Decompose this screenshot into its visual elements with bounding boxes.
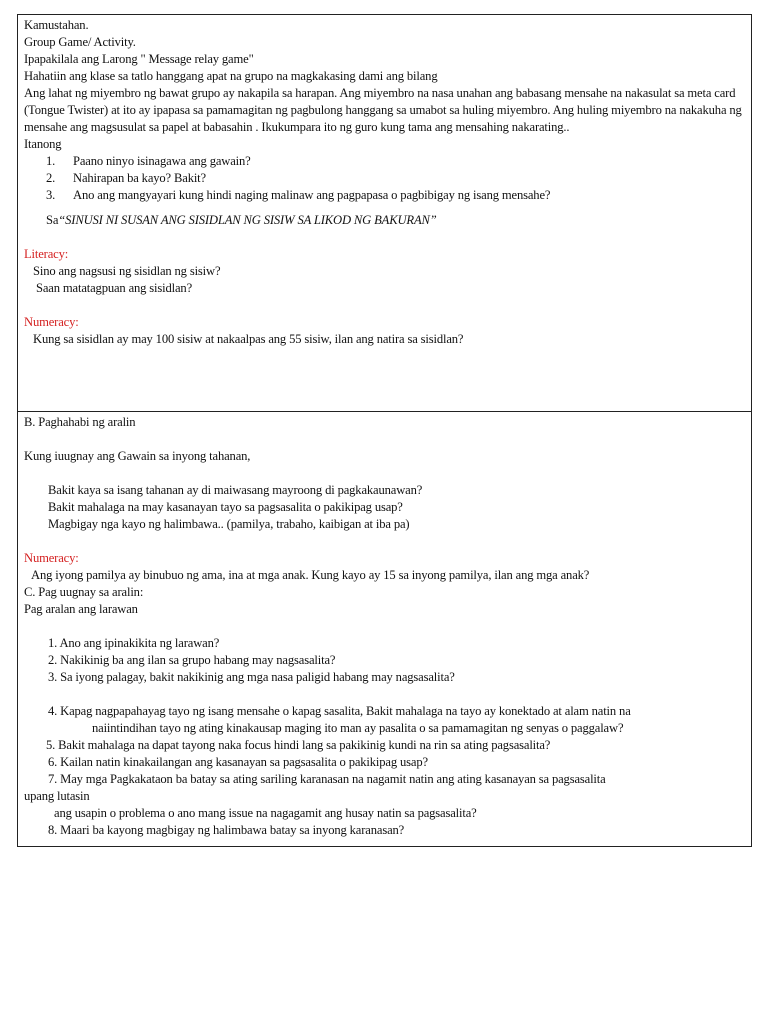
question-text: Paano ninyo isinagawa ang gawain? — [73, 154, 251, 168]
group-game-line: Group Game/ Activity. — [24, 35, 136, 49]
section-b-question: Magbigay nga kayo ng halimbawa.. (pamilya, trabaho, kaibigan at iba pa) — [48, 517, 410, 531]
section-b-question: Bakit mahalaga na may kasanayan tayo sa pagsasalita o pakikipag usap? — [48, 500, 403, 514]
section-c-question-cont: upang lutasin — [24, 789, 90, 803]
section-c-question-cont: ang usapin o problema o ano mang issue na nagagamit ang husay natin sa pagsasalita? — [54, 806, 477, 820]
section-c-question: 4. Kapag nagpapahayag tayo ng isang mensahe o kapag sasalita, Bakit mahalaga na tayo ay konektado at alam natin na — [48, 704, 631, 718]
literacy-question-2: Saan matatagpuan ang sisidlan? — [36, 281, 193, 295]
kamustahan-line: Kamustahan. — [24, 18, 89, 32]
lesson-plan-table — [17, 14, 752, 847]
question-number: 3. — [46, 188, 56, 202]
section-b-question: Bakit kaya sa isang tahanan ay di maiwasang mayroong di pagkakaunawan? — [48, 483, 423, 497]
tongue-twister-line — [24, 212, 745, 229]
question-item — [24, 187, 745, 204]
instructions-paragraph: Ang lahat ng miyembro ng bawat grupo ay nakapila sa harapan. Ang miyembro na nasa unahan ang babasang mensahe na nakasulat sa meta card (Tongue Twister) at ito ay ipapasa sa pamamagitan ng pagbulong hanggang sa umabot sa huling miyembro. Ang huling miyembro na nakakuha ng mensahe ang magsusulat sa papel at babasahin . Ikukumpara ito ng guro kung tama ang mensahing nakarating.. — [24, 86, 742, 134]
literacy-heading: Literacy: — [24, 247, 69, 261]
tongue-twister-text: “SINUSI NI SUSAN ANG SISIDLAN NG SISIW SA LIKOD NG BAKURAN” — [58, 213, 437, 227]
section-c-question: 2. Nakikinig ba ang ilan sa grupo habang may nagsasalita? — [48, 653, 336, 667]
activity-cell — [18, 15, 751, 412]
literacy-question-1: Sino ang nagsusi ng sisidlan ng sisiw? — [33, 264, 221, 278]
section-c-question: 7. May mga Pagkakataon ba batay sa ating sariling karanasan na nagamit natin ang ating kasanayan sa pagsasalita — [48, 772, 606, 786]
section-c-question: 5. Bakit mahalaga na dapat tayong naka focus hindi lang sa pakikinig kundi na rin sa ating pagsasalita? — [46, 738, 551, 752]
question-number: 2. — [46, 171, 56, 185]
section-c-question-cont: naiintindihan tayo ng ating kinakausap maging ito man ay pasalita o sa pamamagitan ng senyas o paggalaw? — [92, 721, 624, 735]
numeracy-heading: Numeracy: — [24, 315, 79, 329]
numeracy-question: Kung sa sisidlan ay may 100 sisiw at nakaalpas ang 55 sisiw, ilan ang natira sa sisidlan? — [33, 332, 464, 346]
lesson-cell — [18, 412, 751, 846]
section-c-question: 8. Maari ba kayong magbigay ng halimbawa batay sa inyong karanasan? — [48, 823, 405, 837]
section-b-intro: Kung iuugnay ang Gawain sa inyong tahanan, — [24, 449, 251, 463]
numeracy-question-2: Ang iyong pamilya ay binubuo ng ama, ina at mga anak. Kung kayo ay 15 sa inyong pamilya, ilan ang mga anak? — [31, 568, 590, 582]
question-text: Nahirapan ba kayo? Bakit? — [73, 171, 206, 185]
numeracy-heading-2: Numeracy: — [24, 551, 79, 565]
question-number: 1. — [46, 154, 56, 168]
question-item — [24, 153, 745, 170]
section-c-question: 6. Kailan natin kinakailangan ang kasanayan sa pagsasalita o pakikipag usap? — [48, 755, 428, 769]
question-text: Ano ang mangyayari kung hindi naging malinaw ang pagpapasa o pagbibigay ng isang mensahe? — [73, 188, 551, 202]
section-c-title: C. Pag uugnay sa aralin: — [24, 585, 144, 599]
section-c-subtitle: Pag aralan ang larawan — [24, 602, 138, 616]
itanong-label: Itanong — [24, 137, 62, 151]
question-item — [24, 170, 745, 187]
sa-prefix: Sa — [46, 213, 59, 227]
section-c-question: 1. Ano ang ipinakikita ng larawan? — [48, 636, 220, 650]
hahatiin-line: Hahatiin ang klase sa tatlo hanggang apat na grupo na magkakasing dami ang bilang — [24, 69, 438, 83]
ipapakilala-line: Ipapakilala ang Larong " Message relay game" — [24, 52, 254, 66]
section-c-question: 3. Sa iyong palagay, bakit nakikinig ang mga nasa paligid habang may nagsasalita? — [48, 670, 455, 684]
section-b-title: B. Paghahabi ng aralin — [24, 415, 136, 429]
